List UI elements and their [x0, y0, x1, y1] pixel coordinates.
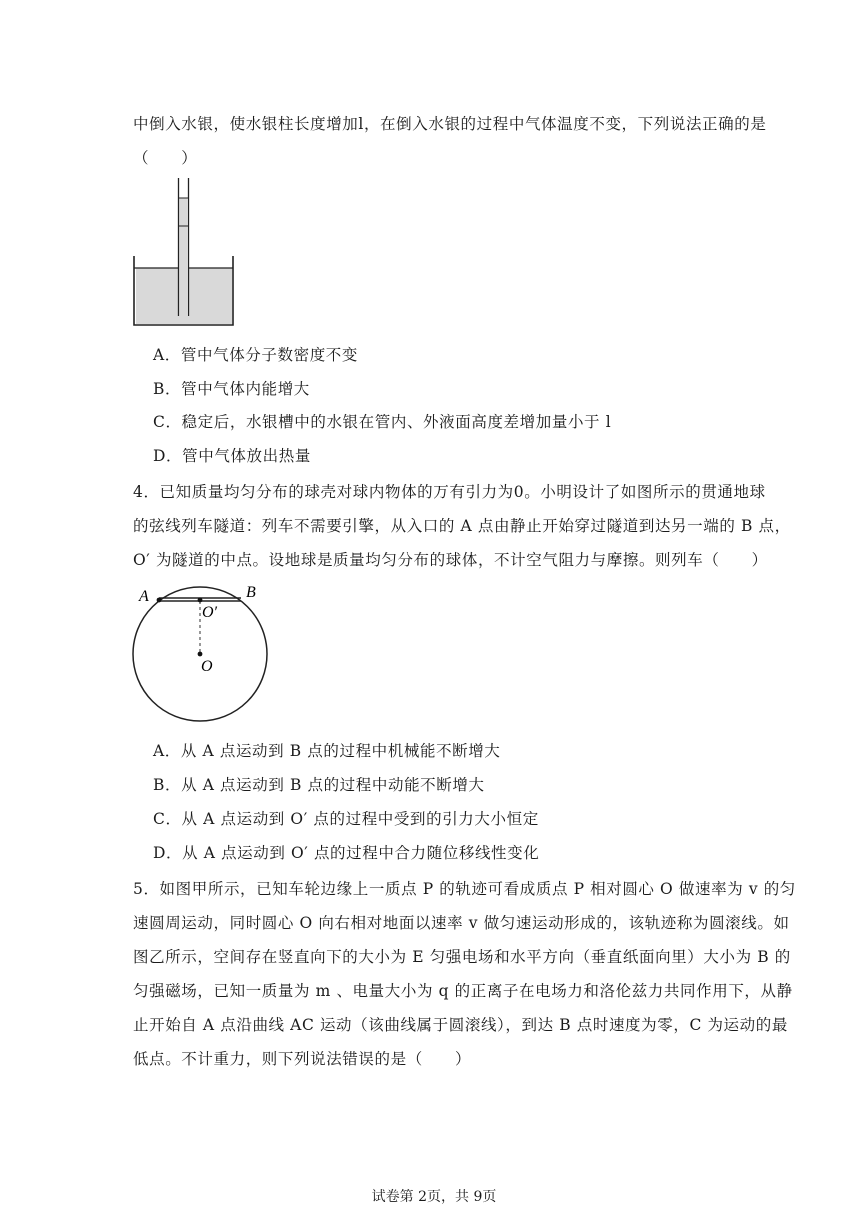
label-a: A: [139, 588, 149, 605]
q4-option-c: C．从 A 点运动到 O′ 点的过程中受到的引力大小恒定: [153, 810, 539, 828]
point-o-prime-dot: [198, 598, 203, 603]
q4-option-d: D．从 A 点运动到 O′ 点的过程中合力随位移线性变化: [153, 844, 540, 862]
q5-text-line6: 低点。不计重力，则下列说法错误的是（ ）: [133, 1050, 472, 1068]
q5-text-line3: 图乙所示，空间存在竖直向下的大小为 E 匀强电场和水平方向（垂直纸面向里）大小为 B 的: [133, 948, 791, 966]
q3-option-a: A．管中气体分子数密度不变: [153, 346, 358, 364]
q4-option-a: A．从 A 点运动到 B 点的过程中机械能不断增大: [153, 742, 501, 760]
q4-option-b: B．从 A 点运动到 B 点的过程中动能不断增大: [153, 776, 485, 794]
point-o-dot: [198, 652, 203, 657]
q5-text-line1: 5．如图甲所示，已知车轮边缘上一质点 P 的轨迹可看成质点 P 相对圆心 O 做速率为 v 的匀: [133, 880, 796, 898]
q5-text-line5: 止开始自 A 点沿曲线 AC 运动（该曲线属于圆滚线），到达 B 点时速度为零，C 为运动的最: [133, 1016, 788, 1034]
q3-option-b: B．管中气体内能增大: [153, 380, 310, 398]
q3-option-c: C．稳定后，水银槽中的水银在管内、外液面高度差增加量小于 l: [153, 413, 612, 431]
label-o-prime: O′: [202, 604, 218, 621]
label-b: B: [246, 584, 256, 601]
q3-text-line1: 中倒入水银，使水银柱长度增加l，在倒入水银的过程中气体温度不变，下列说法正确的是: [133, 115, 767, 133]
q3-option-d: D．管中气体放出热量: [153, 447, 311, 465]
q4-text-line2: 的弦线列车隧道：列车不需要引擎，从入口的 A 点由静止开始穿过隧道到达另一端的 B 点，: [133, 517, 791, 535]
q4-text-line3: O′ 为隧道的中点。设地球是质量均匀分布的球体，不计空气阻力与摩擦。则列车（ ）: [133, 551, 768, 569]
q5-text-line2: 速圆周运动，同时圆心 O 向右相对地面以速率 v 做匀速运动形成的，该轨迹称为圆滚线。如: [133, 914, 790, 932]
point-a-dot: [157, 598, 162, 603]
q5-text-line4: 匀强磁场，已知一质量为 m 、电量大小为 q 的正离子在电场力和洛伦兹力共同作用下，从静: [133, 982, 793, 1000]
q4-text-line1: 4．已知质量均匀分布的球壳对球内物体的万有引力为0。小明设计了如图所示的贯通地球: [133, 483, 766, 501]
page-footer: 试卷第 2页，共 9页: [371, 1189, 497, 1205]
q3-answer-bracket: （ ）: [133, 149, 198, 167]
label-o: O: [201, 658, 213, 675]
